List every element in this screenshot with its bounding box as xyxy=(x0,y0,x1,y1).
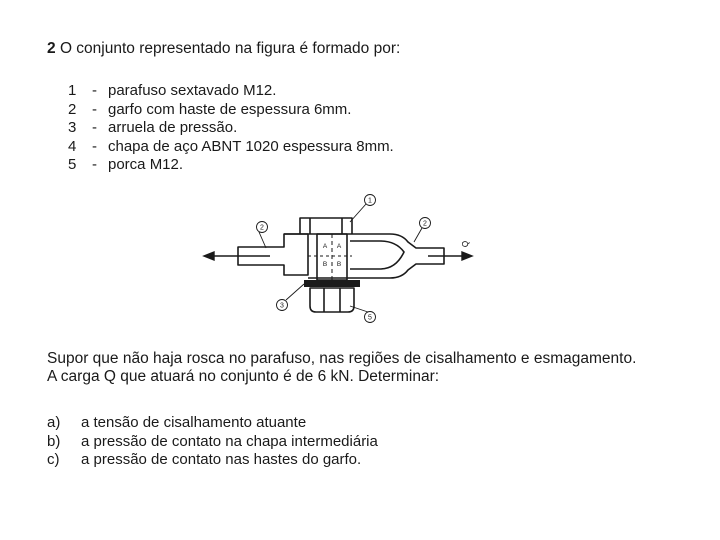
lock-washer xyxy=(304,280,360,287)
task-letter: b) xyxy=(47,432,61,450)
statement-line: A carga Q que atuará no conjunto é de 6 kN. Determinar: xyxy=(47,368,440,385)
part-dash: - xyxy=(92,119,97,136)
part-dash: - xyxy=(92,156,97,173)
part-number: 3 xyxy=(68,119,77,136)
question-title xyxy=(47,40,400,58)
part-number: 1 xyxy=(68,82,77,99)
section-label: A xyxy=(336,243,342,250)
part-dash: - xyxy=(92,137,97,155)
callout-number: 2 xyxy=(260,224,264,232)
task-item xyxy=(47,451,378,470)
part-number: 2 xyxy=(68,100,77,118)
section-label: B xyxy=(336,261,342,268)
section-label: B xyxy=(322,261,328,268)
task-text: a tensão de cisalhamento atuante xyxy=(81,414,307,431)
part-item xyxy=(68,156,394,175)
task-text: a pressão de contato na chapa intermediária xyxy=(81,432,378,450)
task-item xyxy=(47,414,378,433)
part-description: chapa de aço ABNT 1020 espessura 8mm. xyxy=(108,137,394,155)
part-item xyxy=(68,138,394,157)
question-text: O conjunto representado na figura é formado por: xyxy=(59,40,401,57)
callout-number: 5 xyxy=(368,314,372,322)
load-arrowhead-left xyxy=(204,252,214,260)
callout-number: 1 xyxy=(368,197,372,205)
part-description: parafuso sextavado M12. xyxy=(108,82,277,99)
task-letter: c) xyxy=(47,451,60,468)
part-description: porca M12. xyxy=(108,156,184,173)
fork-slot xyxy=(350,241,404,269)
part-description: garfo com haste de espessura 6mm. xyxy=(108,100,352,118)
question-number: 2 xyxy=(47,40,56,57)
task-letter: a) xyxy=(47,414,61,431)
part-item xyxy=(68,82,394,101)
part-number: 5 xyxy=(68,156,77,173)
part-dash: - xyxy=(92,100,97,118)
section-label: A xyxy=(322,243,328,250)
part-number: 4 xyxy=(68,137,77,155)
task-item xyxy=(47,433,378,452)
nut xyxy=(310,288,354,312)
load-arrowhead-right xyxy=(462,252,472,260)
part-dash: - xyxy=(92,82,97,99)
middle-plate xyxy=(238,234,308,275)
part-description: arruela de pressão. xyxy=(108,119,238,136)
bolt-head xyxy=(300,218,352,234)
callout-number: 3 xyxy=(280,302,284,310)
task-text: a pressão de contato nas hastes do garfo. xyxy=(81,451,362,468)
problem-statement xyxy=(47,350,636,386)
load-label: Q xyxy=(461,240,470,248)
part-item xyxy=(68,101,394,120)
statement-line: Supor que não haja rosca no parafuso, nas regiões de cisalhamento e esmagamento. xyxy=(47,350,637,367)
part-item xyxy=(68,119,394,138)
callout-number: 2 xyxy=(423,220,427,228)
parts-list xyxy=(68,82,394,175)
task-list xyxy=(47,414,378,470)
bolted-joint-figure xyxy=(200,192,480,328)
